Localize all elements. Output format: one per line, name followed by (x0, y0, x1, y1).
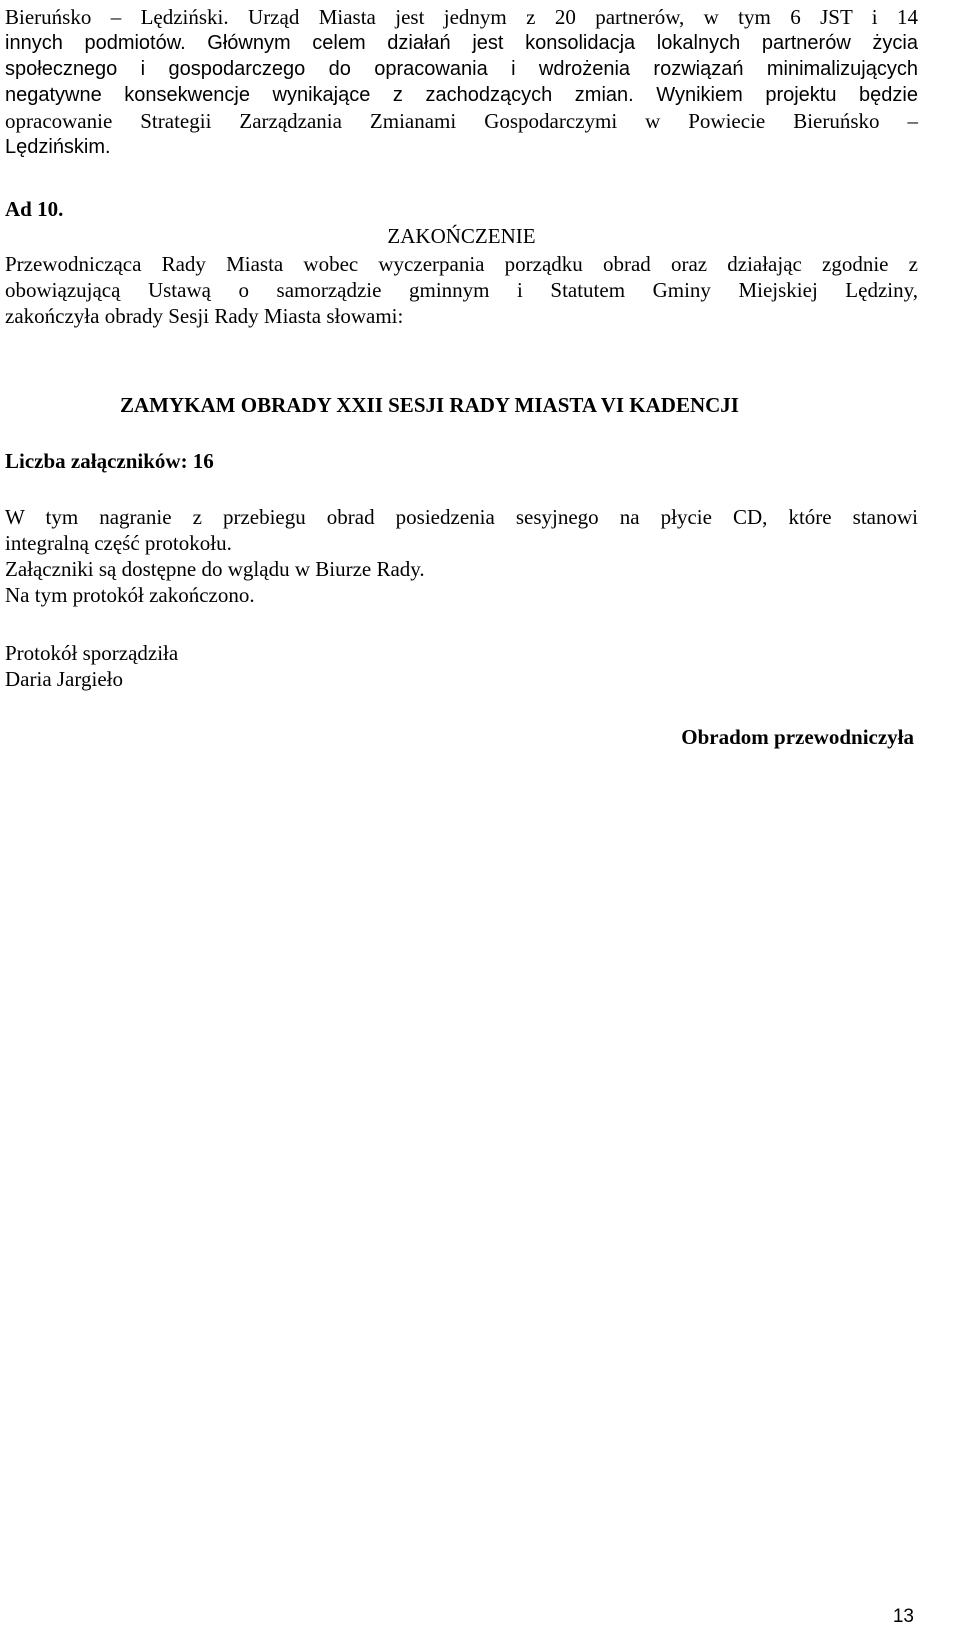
note-line: integralną część protokołu. (5, 531, 232, 555)
prepared-by-label: Protokół sporządziła (5, 641, 179, 665)
section-heading: ZAKOŃCZENIE (387, 224, 536, 248)
note-line: Na tym protokół zakończono. (5, 583, 255, 607)
attachments-notes (5, 504, 918, 608)
paragraph-line: zakończyła obrady Sesji Rady Miasta słowami: (5, 304, 404, 328)
closing-statement: ZAMYKAM OBRADY XXII SESJI RADY MIASTA VI KADENCJI (120, 393, 739, 417)
intro-paragraph (5, 4, 918, 160)
intro-line: negatywne konsekwencje wynikające z zachodzących zmian. Wynikiem projektu będzie (5, 84, 918, 106)
agenda-item-label: Ad 10. (5, 197, 64, 221)
intro-line: Bieruńsko – Lędziński. Urząd Miasta jest jednym z 20 partnerów, w tym 6 JST i 14 (5, 5, 918, 29)
paragraph-line: Przewodnicząca Rady Miasta wobec wyczerpania porządku obrad oraz działając zgodnie z (5, 252, 918, 276)
page-number: 13 (892, 1606, 914, 1627)
intro-line: Lędzińskim. (5, 136, 111, 158)
attachments-count: Liczba załączników: 16 (5, 449, 214, 473)
note-line: W tym nagranie z przebiegu obrad posiedzenia sesyjnego na płycie CD, które stanowi (5, 505, 918, 529)
paragraph-line: obowiązującą Ustawą o samorządzie gminnym i Statutem Gminy Miejskiej Lędziny, (5, 278, 918, 302)
note-line: Załączniki są dostępne do wglądu w Biurze Rady. (5, 557, 425, 581)
intro-line: społecznego i gospodarczego do opracowania i wdrożenia rozwiązań minimalizujących (5, 58, 918, 80)
prepared-by (5, 640, 178, 692)
prepared-by-name: Daria Jargieło (5, 667, 123, 691)
intro-line: opracowanie Strategii Zarządzania Zmianami Gospodarczymi w Powiecie Bieruńsko – (5, 109, 918, 133)
chair-signature-label: Obradom przewodniczyła (681, 725, 914, 749)
intro-line: innych podmiotów. Głównym celem działań jest konsolidacja lokalnych partnerów życia (5, 32, 918, 54)
closing-paragraph (5, 251, 918, 329)
